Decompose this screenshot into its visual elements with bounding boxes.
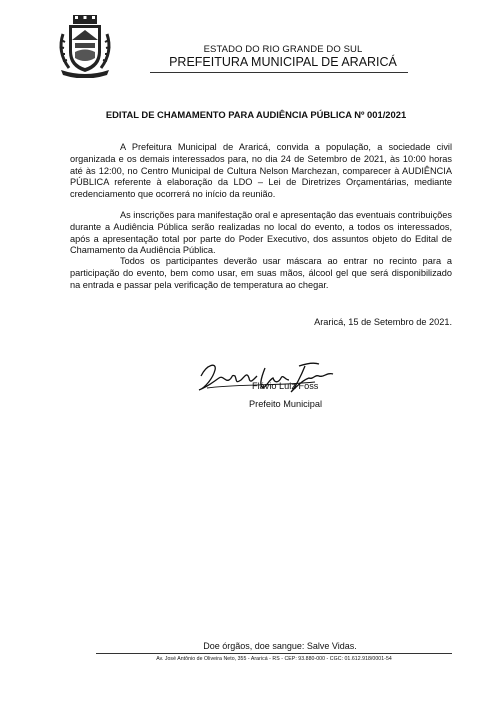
- header-divider: [150, 72, 408, 73]
- footer-slogan: Doe órgãos, doe sangue: Salve Vidas.: [203, 641, 357, 651]
- footer-address: Av. José Antônio de Oliveira Neto, 355 - Araricá - RS - CEP: 93.880-000 - CGC: 01.612.918/0001-54: [156, 656, 392, 662]
- signer-name: Flávio Luiz Foss: [252, 381, 319, 391]
- state-name: ESTADO DO RIO GRANDE DO SUL: [203, 44, 363, 55]
- handwritten-signature: [195, 358, 337, 398]
- document-title: EDITAL DE CHAMAMENTO PARA AUDIÊNCIA PÚBLICA Nº 001/2021: [105, 109, 407, 120]
- paragraph-health-rules: Todos os participantes deverão usar máscara ao entrar no recinto para a participação do evento, bem como usar, em suas mãos, álcool gel que será disponibilizado na entrada e passar pela verificação de temperatura ao chegar.: [70, 256, 452, 290]
- signer-role: Prefeito Municipal: [249, 399, 323, 409]
- municipal-coat-of-arms-icon: [55, 14, 115, 78]
- footer-divider: [96, 653, 452, 654]
- prefeitura-name: PREFEITURA MUNICIPAL DE ARARICÁ: [169, 55, 397, 69]
- date-line: Araricá, 15 de Setembro de 2021.: [314, 317, 452, 327]
- paragraph-registrations: As inscrições para manifestação oral e apresentação das eventuais contribuições durante a Audiência Pública serão realizadas no local do evento, a todos os interessados, após a apresentação total por parte do Poder Executivo, dos assuntos objeto do Edital de Chamamento da Audiência Pública.: [70, 210, 452, 256]
- paragraph-invitation: A Prefeitura Municipal de Araricá, convida a população, a sociedade civil organizada e os demais interessados para, no dia 24 de Setembro de 2021, às 10:00 horas até às 12:00, no Centro Municipal de Cultura Nelson Marchezan, comparecer à AUDIÊNCIA PÚBLICA referente à elaboração da LDO – Lei de Diretrizes Orçamentárias, mediante credenciamento que ocorrerá no início da reunião.: [70, 142, 452, 200]
